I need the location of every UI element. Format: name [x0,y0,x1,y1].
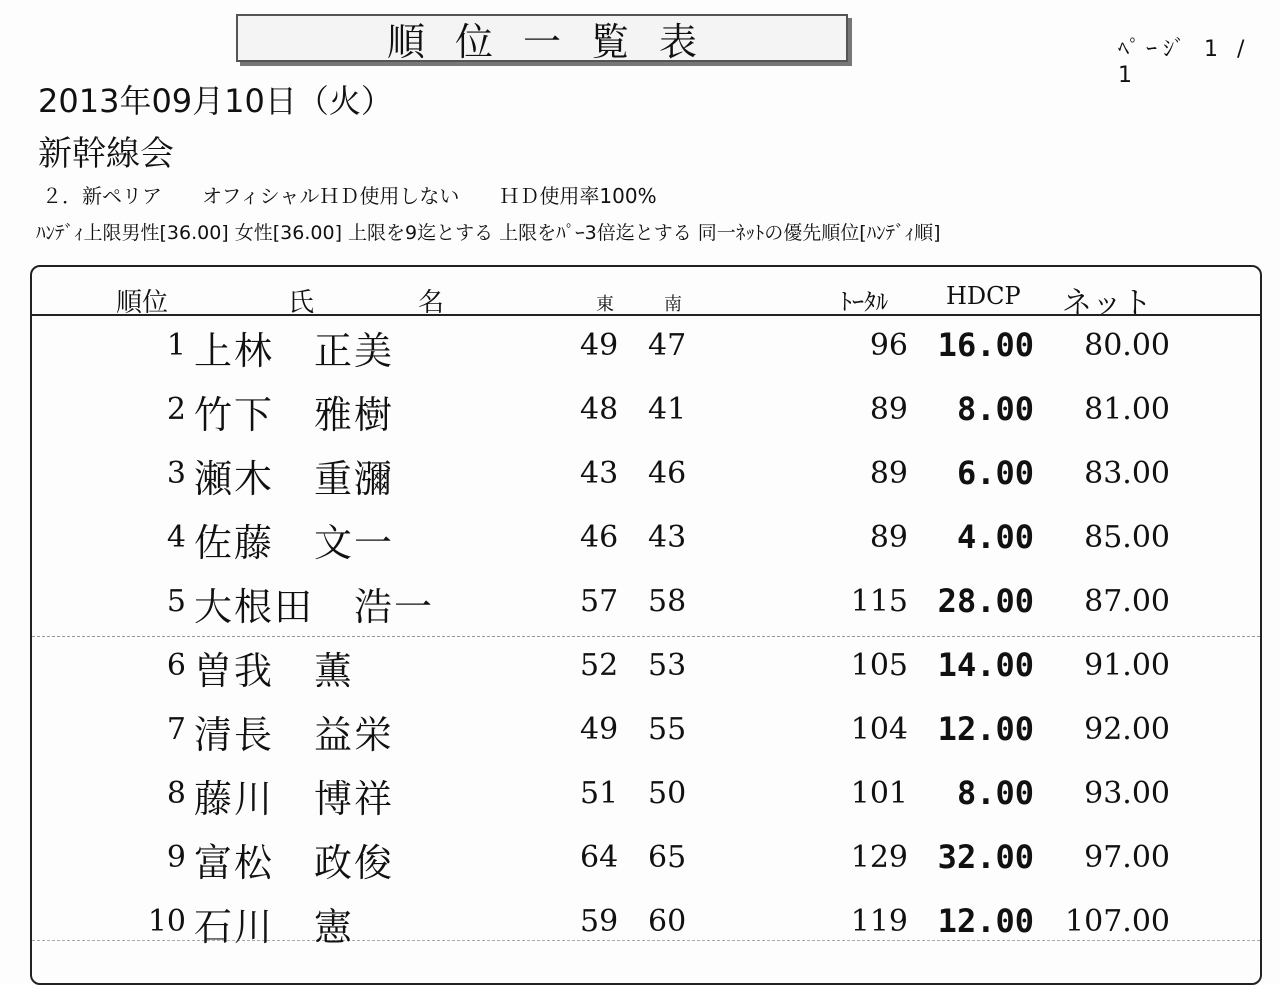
col-header-in: 南 [664,294,682,315]
net-score-cell: 87.00 [1084,584,1170,619]
rank-cell: 10 [147,904,186,939]
net-score-cell: 80.00 [1084,328,1170,363]
hdcp-cell: 32.00 [937,838,1034,876]
net-score-cell: 107.00 [1065,904,1170,939]
in-score-cell: 50 [648,776,687,811]
table-row [0,704,1280,768]
rank-cell: 5 [166,584,186,619]
table-row [0,384,1280,448]
col-header-rank: 順位 [116,288,169,318]
event-date: 2013年09月10日（火） [38,82,393,120]
total-score-cell: 89 [869,456,908,491]
total-score-cell: 89 [869,520,908,555]
net-score-cell: 91.00 [1084,648,1170,683]
name-cell: 清長 益栄 [194,713,395,757]
rank-cell: 2 [166,392,186,427]
in-score-cell: 41 [648,392,687,427]
table-row [0,832,1280,896]
in-score-cell: 58 [648,584,687,619]
total-score-cell: 119 [850,904,908,939]
rank-cell: 9 [166,840,186,875]
col-header-out: 東 [596,294,614,315]
table-row [0,896,1280,960]
name-cell: 曽我 薫 [194,649,355,693]
net-score-cell: 83.00 [1084,456,1170,491]
rank-cell: 4 [166,520,186,555]
hdcp-cell: 4.00 [956,518,1034,556]
col-header-hdcp: HDCP [946,282,1021,310]
total-score-cell: 89 [869,392,908,427]
hdcp-cell: 12.00 [937,902,1034,940]
header-divider [32,314,1260,316]
out-score-cell: 48 [580,392,619,427]
in-score-cell: 53 [648,648,687,683]
net-score-cell: 93.00 [1084,776,1170,811]
in-score-cell: 46 [648,456,687,491]
rank-cell: 1 [166,328,186,363]
hdcp-cell: 28.00 [937,582,1034,620]
total-score-cell: 129 [850,840,908,875]
rank-cell: 7 [166,712,186,747]
total-score-cell: 96 [869,328,908,363]
net-score-cell: 97.00 [1084,840,1170,875]
hdcp-cell: 8.00 [956,774,1034,812]
table-row [0,640,1280,704]
out-score-cell: 64 [580,840,619,875]
total-score-cell: 104 [850,712,908,747]
table-row [0,320,1280,384]
out-score-cell: 43 [580,456,619,491]
table-row [0,576,1280,640]
total-score-cell: 101 [850,776,908,811]
col-header-given-name: 名 [418,288,445,318]
out-score-cell: 52 [580,648,619,683]
name-cell: 富松 政俊 [194,841,395,885]
name-cell: 上林 正美 [194,329,395,373]
col-header-net: ネット [1062,286,1152,321]
scoring-conditions: ２．新ペリア オフィシャルＨＤ使用しない ＨＤ使用率100% [42,184,657,208]
out-score-cell: 59 [580,904,619,939]
name-cell: 瀬木 重瀰 [194,457,395,501]
hdcp-cell: 8.00 [956,390,1034,428]
name-cell: 竹下 雅樹 [194,393,395,437]
hdcp-cell: 14.00 [937,646,1034,684]
total-score-cell: 115 [850,584,908,619]
club-name: 新幹線会 [38,134,174,174]
in-score-cell: 55 [648,712,687,747]
hdcp-cell: 12.00 [937,710,1034,748]
in-score-cell: 43 [648,520,687,555]
col-header-surname: 氏 [288,288,315,318]
handicap-conditions: ﾊﾝﾃﾞｨ上限男性[36.00] 女性[36.00] 上限を9迄とする 上限をﾊﾟｰ3倍迄とする 同一ﾈｯﾄの優先順位[ﾊﾝﾃﾞｨ順] [36,222,941,244]
in-score-cell: 60 [648,904,687,939]
table-row [0,448,1280,512]
out-score-cell: 57 [580,584,619,619]
in-score-cell: 65 [648,840,687,875]
table-row [0,512,1280,576]
total-score-cell: 105 [850,648,908,683]
in-score-cell: 47 [648,328,687,363]
document-title: 順位一覧表 [236,14,848,62]
out-score-cell: 49 [580,328,619,363]
rank-cell: 8 [166,776,186,811]
out-score-cell: 51 [580,776,619,811]
hdcp-cell: 16.00 [937,326,1034,364]
col-header-total: ﾄｰﾀﾙ [840,288,888,316]
out-score-cell: 49 [580,712,619,747]
net-score-cell: 92.00 [1084,712,1170,747]
name-cell: 藤川 博祥 [194,777,395,821]
hdcp-cell: 6.00 [956,454,1034,492]
net-score-cell: 85.00 [1084,520,1170,555]
rank-cell: 6 [166,648,186,683]
rank-cell: 3 [166,456,186,491]
out-score-cell: 46 [580,520,619,555]
page-number: ﾍﾟｰｼﾞ 1 / 1 [1118,37,1251,88]
table-row [0,768,1280,832]
name-cell: 佐藤 文一 [194,521,395,565]
net-score-cell: 81.00 [1084,392,1170,427]
name-cell: 大根田 浩一 [194,585,435,629]
name-cell: 石川 憲 [194,905,355,949]
